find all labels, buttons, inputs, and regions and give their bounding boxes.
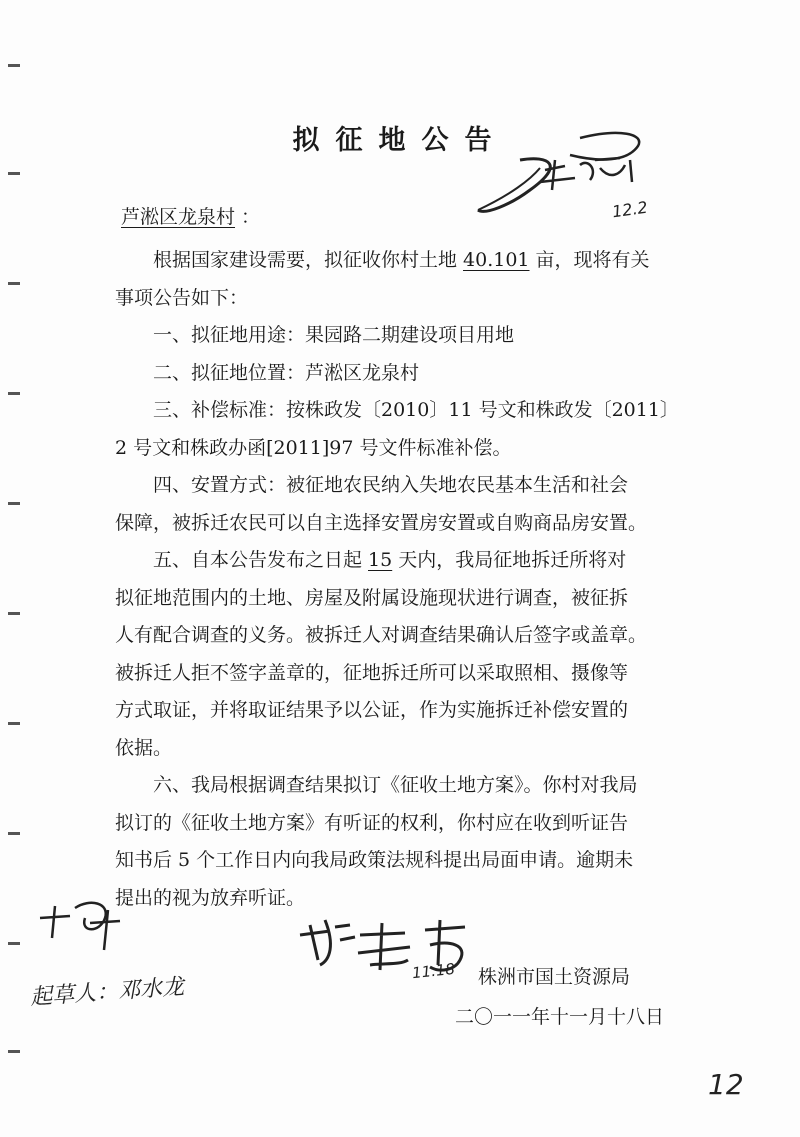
left-handwritten-mark	[30, 888, 150, 958]
addressee	[115, 202, 260, 229]
item-hearing-line-4: 提出的视为放弃听证。	[115, 886, 306, 909]
item-survey-line-5: 方式取证，并将取证结果予以公证，作为实施拆迁补偿安置的	[115, 699, 629, 721]
item-purpose: 一、拟征地用途：果园路二期建设项目用地	[153, 324, 515, 346]
item-compensation-line-1: 三、补偿标准：按株政发〔2010〕11 号文和株政发〔2011〕	[153, 399, 679, 421]
binder-mark	[8, 172, 20, 175]
binder-mark	[8, 1050, 20, 1053]
item-hearing-line-1: 六、我局根据调查结果拟订《征收土地方案》。你村对我局	[153, 774, 638, 796]
top-signature-date: 12.2	[610, 197, 649, 222]
addressee-name: 芦淞区龙泉村	[121, 206, 236, 228]
binder-mark	[8, 392, 20, 395]
item-hearing-line-3: 知书后 5 个工作日内向我局政策法规科提出局面申请。逾期未	[115, 849, 634, 871]
survey-text: 五、自本公告发布之日起	[153, 549, 363, 571]
intro-line-2: 事项公告如下：	[115, 286, 249, 309]
addressee-colon: ：	[241, 206, 261, 228]
binder-mark	[8, 282, 20, 285]
item-hearing-line-2: 拟订的《征收土地方案》有听证的权利，你村应在收到听证告	[115, 811, 629, 834]
item-location: 二、拟征地位置：芦淞区龙泉村	[153, 361, 420, 384]
page-title: 拟征地公告	[292, 125, 508, 156]
item-survey-line-1	[115, 542, 715, 580]
item-survey-line-6: 依据。	[115, 736, 173, 759]
intro-line-1	[115, 242, 715, 280]
issuer-name: 株洲市国土资源局	[478, 966, 631, 988]
page-number: 12	[708, 1068, 744, 1101]
approval-signature-date: 11.18	[411, 959, 456, 983]
item-resettlement-line-2: 保障，被拆迁农民可以自主选择安置房安置或自购商品房安置。	[115, 511, 648, 534]
intro-text: 根据国家建设需要，拟征收你村土地	[153, 249, 458, 271]
issue-date: 二〇一一年十一月十八日	[455, 1006, 665, 1028]
top-signature	[470, 120, 700, 230]
item-resettlement-line-1: 四、安置方式：被征地农民纳入失地农民基本生活和社会	[153, 474, 629, 496]
binder-mark	[8, 502, 20, 505]
binder-mark	[8, 722, 20, 725]
drafter-signature: 起草人：邓水龙	[29, 974, 185, 1011]
land-area: 40.101	[463, 249, 530, 271]
survey-text-post: 天内，我局征地拆迁所将对	[398, 549, 627, 571]
binder-mark	[8, 942, 20, 945]
item-survey-line-4: 被拆迁人拒不签字盖章的，征地拆迁所可以采取照相、摄像等	[115, 661, 629, 684]
item-survey-line-2: 拟征地范围内的土地、房屋及附属设施现状进行调查，被征拆	[115, 586, 629, 609]
notice-body	[115, 242, 715, 917]
binder-mark	[8, 64, 20, 67]
intro-text-post: 亩，现将有关	[535, 249, 650, 271]
item-survey-line-3: 人有配合调查的义务。被拆迁人对调查结果确认后签字或盖章。	[115, 624, 648, 646]
item-compensation-line-2: 2 号文和株政办函[2011]97 号文件标准补偿。	[115, 436, 512, 459]
binder-mark	[8, 832, 20, 835]
binder-mark	[8, 612, 20, 615]
survey-days: 15	[368, 549, 393, 571]
